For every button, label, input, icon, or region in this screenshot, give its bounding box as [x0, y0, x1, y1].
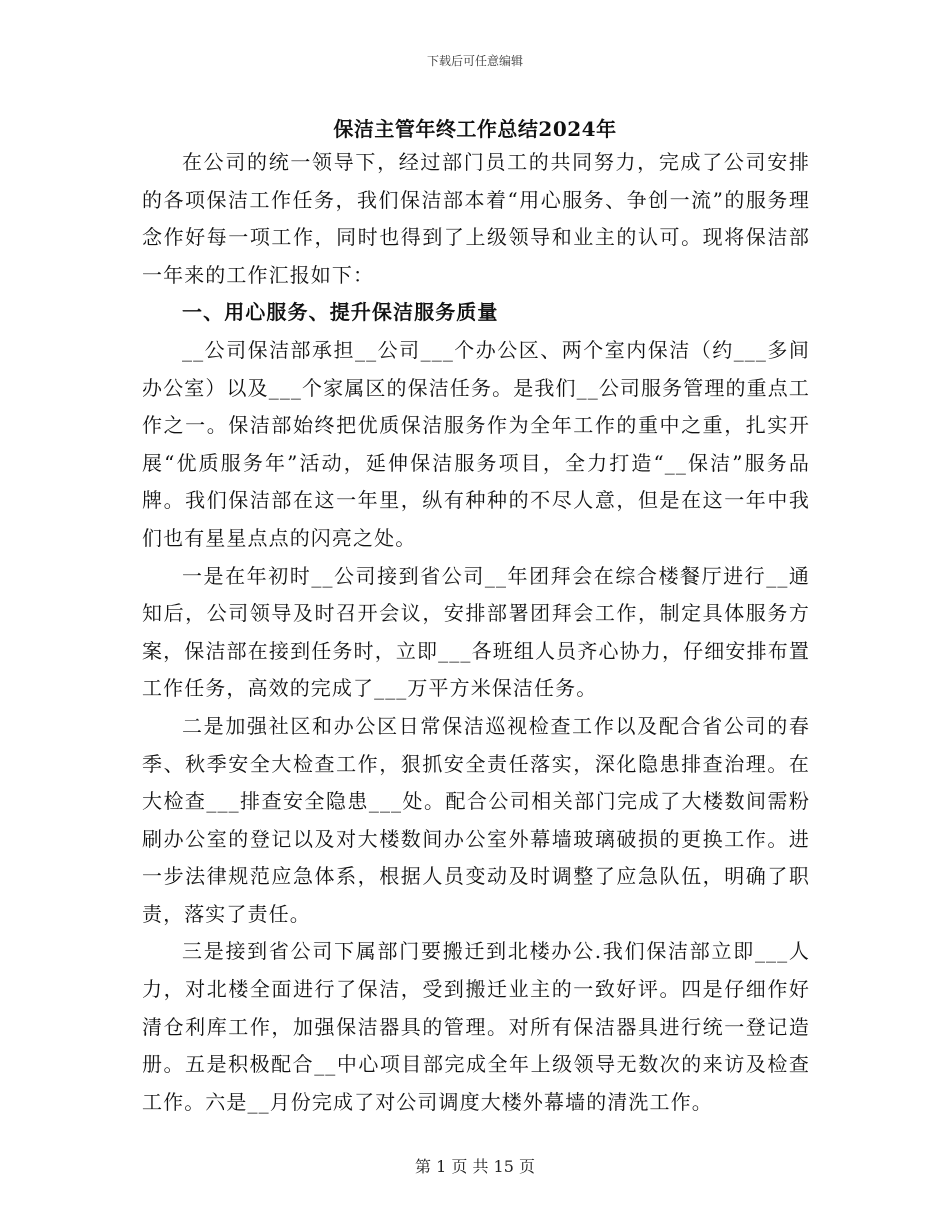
download-note: 下载后可任意编辑 [426, 54, 523, 68]
body-paragraph: 二是加强社区和办公区日常保洁巡视检查工作以及配合省公司的春季、秋季安全大检查工作，狠抓安全责任落实，深化隐患排查治理。在大检查___排查安全隐患___处。配合公司相关部门完成了大楼数间需粉刷办公室的登记以及对大楼数间办公室外幕墙玻璃破损的更换工作。进一步法律规范应急体系，根据人员变动及时调整了应急队伍，明确了职责，落实了责任。 [142, 713, 810, 926]
body-paragraph: __公司保洁部承担__公司___个办公区、两个室内保洁（约___多间办公室）以及___个家属区的保洁任务。是我们__公司服务管理的重点工作之一。保洁部始终把优质保洁服务作为全年工作的重中之重，扎实开展“优质服务年”活动，延伸保洁服务项目，全力打造“__保洁”服务品牌。我们保洁部在这一年里，纵有种种的不尽人意，但是在这一年中我们也有星星点点的闪亮之处。 [142, 337, 810, 550]
page-number: 第 1 页 共 15 页 [415, 1157, 535, 1176]
document-title: 保洁主管年终工作总结2024年 [333, 117, 617, 141]
document-body [142, 144, 810, 1121]
section-heading: 一、用心服务、提升保洁服务质量 [182, 300, 499, 325]
intro-paragraph: 在公司的统一领导下，经过部门员工的共同努力，完成了公司安排的各项保洁工作任务，我们保洁部本着“用心服务、争创一流”的服务理念作好每一项工作，同时也得到了上级领导和业主的认可。现将保洁部一年来的工作汇报如下： [142, 150, 810, 287]
body-paragraph: 三是接到省公司下属部门要搬迁到北楼办公.我们保洁部立即___人力，对北楼全面进行了保洁，受到搬迁业主的一致好评。四是仔细作好清仓利库工作，加强保洁器具的管理。对所有保洁器具进行统一登记造册。五是积极配合__中心项目部完成全年上级领导无数次的来访及检查工作。六是__月份完成了对公司调度大楼外幕墙的清洗工作。 [142, 939, 810, 1114]
body-paragraph: 一是在年初时__公司接到省公司__年团拜会在综合楼餐厅进行__通知后，公司领导及时召开会议，安排部署团拜会工作，制定具体服务方案，保洁部在接到任务时，立即___各班组人员齐心协力，仔细安排布置工作任务，高效的完成了___万平方米保洁任务。 [142, 563, 810, 701]
